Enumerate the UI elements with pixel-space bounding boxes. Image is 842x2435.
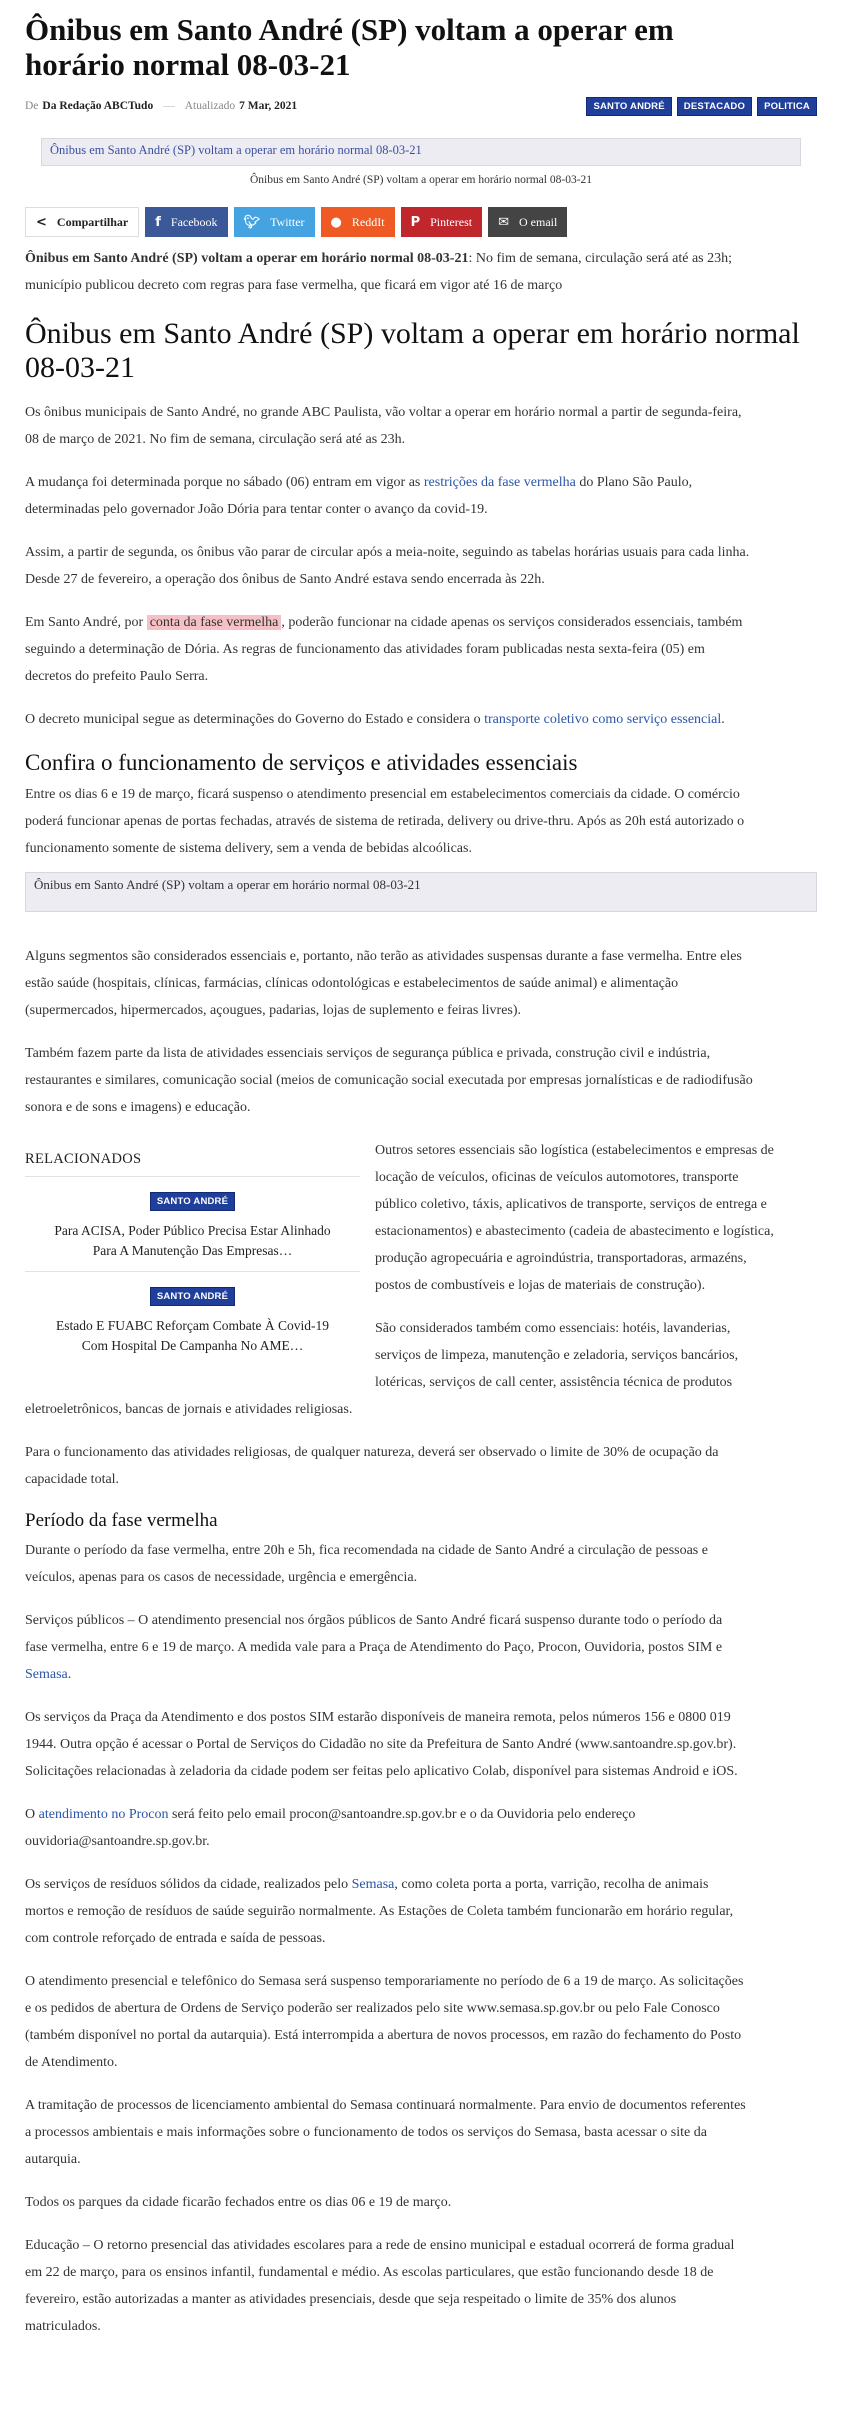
semasa-link[interactable]: Semasa bbox=[351, 1877, 395, 1892]
image-caption: Ônibus em Santo André (SP) voltam a operar em horário normal 08-03-21 bbox=[249, 174, 593, 186]
reddit-share-button[interactable] bbox=[321, 207, 395, 237]
author-link[interactable]: Da Redação ABCTudo bbox=[42, 100, 154, 112]
paragraph bbox=[25, 1537, 817, 1591]
updated-label: Atualizado bbox=[184, 100, 236, 112]
divider bbox=[25, 1271, 360, 1272]
paragraph bbox=[25, 1040, 817, 1121]
paragraph bbox=[25, 1439, 817, 1493]
procon-link[interactable]: atendimento no Procon bbox=[38, 1807, 169, 1822]
paragraph bbox=[25, 1968, 817, 2076]
highlighted-text: conta da fase vermelha bbox=[147, 615, 282, 630]
text-line: determinadas pelo governador João Dória para tentar conter o avanço da covid-19. bbox=[25, 502, 488, 517]
text-line: estacionamentos) e abastecimento (cadeia de abastecimento e logística, bbox=[375, 1224, 774, 1239]
text-line: Assim, a partir de segunda, os ônibus vão parar de circular após a meia-noite, seguindo as tabelas horárias usuais para cada linha. bbox=[25, 545, 750, 560]
text-line: capacidade total. bbox=[25, 1472, 120, 1487]
featured-image-placeholder bbox=[41, 138, 801, 166]
facebook-label: Facebook bbox=[170, 214, 218, 229]
publish-date: 7 Mar, 2021 bbox=[239, 100, 298, 112]
text-line: O bbox=[25, 1807, 39, 1822]
facebook-icon: f bbox=[155, 214, 161, 230]
text-line: , poderão funcionar na cidade apenas os serviços considerados essenciais, também bbox=[281, 615, 743, 630]
text-line: Os serviços de resíduos sólidos da cidade, realizados pelo bbox=[25, 1877, 352, 1892]
email-share-button[interactable] bbox=[488, 207, 567, 237]
paragraph bbox=[25, 943, 817, 1024]
paragraph bbox=[25, 399, 817, 453]
text-line: com controle reforçado de entrada e saída de pessoas. bbox=[25, 1931, 326, 1946]
heading-line: 08-03-21 bbox=[25, 351, 135, 384]
text-line: autarquia. bbox=[25, 2152, 81, 2167]
paragraph-continuation bbox=[25, 1396, 817, 1423]
twitter-share-button[interactable] bbox=[234, 207, 315, 237]
text-line: fevereiro, estão autorizadas a manter as atividades presenciais, desde que seja respeitado o limite de 35% dos alunos bbox=[25, 2292, 677, 2307]
text-line: 1944. Outra opção é acessar o Portal de Serviços do Cidadão no site da Prefeitura de Santo André (www.santoandre.sp.gov.br). bbox=[25, 1737, 737, 1752]
by-label: De bbox=[25, 100, 39, 112]
text-line: Serviços públicos – O atendimento presencial nos órgãos públicos de Santo André ficará suspenso durante todo o período da bbox=[25, 1613, 723, 1628]
share-bar bbox=[25, 207, 817, 237]
text-line: Educação – O retorno presencial das atividades escolares para a rede de ensino municipal e estadual ocorrerá de forma gradual bbox=[25, 2238, 735, 2253]
email-icon: ✉ bbox=[498, 214, 509, 230]
text-line: fase vermelha, entre 6 e 19 de março. A medida vale para a Praça de Atendimento do Paço, Procon, Ouvidoria, postos SIM e bbox=[25, 1640, 723, 1655]
text-line: Os serviços da Praça da Atendimento e dos postos SIM estarão disponíveis de maneira remota, pelos números 156 e 0800 019 bbox=[25, 1710, 731, 1725]
paragraph bbox=[25, 1607, 817, 1688]
reddit-label: ReddIt bbox=[351, 214, 385, 229]
title-line: Ônibus em Santo André (SP) voltam a operar em bbox=[25, 12, 674, 47]
inline-image-placeholder bbox=[25, 872, 817, 912]
text-line: postos de combustíveis e lojas de materiais de construção). bbox=[375, 1278, 706, 1293]
paragraph bbox=[25, 1704, 817, 1785]
related-title-line: Para A Manutenção Das Empresas… bbox=[92, 1243, 293, 1258]
paragraph bbox=[25, 609, 817, 690]
twitter-icon: 🐦︎ bbox=[243, 214, 261, 230]
category-tag[interactable]: SANTO ANDRÉ bbox=[586, 97, 671, 116]
text-line: A tramitação de processos de licenciamento ambiental do Semasa continuará normalmente. Para envio de documentos referentes bbox=[25, 2098, 746, 2113]
lead-bold: Ônibus em Santo André (SP) voltam a operar em horário normal 08-03-21 bbox=[25, 251, 469, 266]
share-icon: < bbox=[36, 214, 47, 230]
text-line: veículos, apenas para os casos de necessidade, urgência e emergência. bbox=[25, 1570, 418, 1585]
paragraph bbox=[25, 539, 817, 593]
text-line: público coletivo, táxis, aplicativos de transporte, serviços de entrega e bbox=[375, 1197, 767, 1212]
text-line: produção agropecuária e agroindústria, transportadoras, armazéns, bbox=[375, 1251, 747, 1266]
text-line: em 22 de março, para os ensinos infantil, fundamental e médio. As escolas particulares, que estão funcionando desde 18 de bbox=[25, 2265, 714, 2280]
text-line: restaurantes e similares, comunicação social (meios de comunicação social executada por empresas jornalísticas e de radiodifusão bbox=[25, 1073, 753, 1088]
paragraph bbox=[25, 469, 817, 523]
text-line: eletroeletrônicos, bancas de jornais e atividades religiosas. bbox=[25, 1402, 353, 1417]
text-line: . bbox=[721, 712, 725, 727]
related-section-wrap bbox=[25, 1137, 817, 1423]
text-line: Outros setores essenciais são logística (estabelecimentos e empresas de bbox=[375, 1143, 774, 1158]
text-line: Desde 27 de fevereiro, a operação dos ônibus de Santo André estava sendo encerrada às 22h. bbox=[25, 572, 545, 587]
related-item[interactable] bbox=[25, 1191, 360, 1272]
text-line: Durante o período da fase vermelha, entre 20h e 5h, fica recomendada na cidade de Santo André a circulação de pessoas e bbox=[25, 1543, 708, 1558]
text-line: será feito pelo email procon@santoandre.sp.gov.br e o da Ouvidoria pelo endereço bbox=[168, 1807, 636, 1822]
text-line: funcionamento somente de sistema delivery, sem a venda de bebidas alcoólicas. bbox=[25, 841, 472, 856]
text-line: a processos ambientais e mais informações sobre o funcionamento de todos os serviços do Semasa, basta acessar o site da bbox=[25, 2125, 707, 2140]
category-tag[interactable]: POLITICA bbox=[757, 97, 817, 116]
text-line: Alguns segmentos são considerados essenciais e, portanto, não terão as atividades suspensas durante a fase vermelha. Entre eles bbox=[25, 949, 742, 964]
text-line: sonora e de sons e imagens) e educação. bbox=[25, 1100, 251, 1115]
text-line: O atendimento presencial e telefônico do Semasa será suspenso temporariamente no período de 6 a 19 de março. As solicitações bbox=[25, 1974, 744, 1989]
paragraph bbox=[375, 1137, 817, 1299]
text-line: . bbox=[67, 1667, 72, 1682]
text-line: locação de veículos, oficinas de veículos automotores, transporte bbox=[375, 1170, 739, 1185]
title-line: horário normal 08-03-21 bbox=[25, 47, 351, 82]
pinterest-share-button[interactable] bbox=[401, 207, 483, 237]
category-tag[interactable]: SANTO ANDRÉ bbox=[150, 1287, 235, 1306]
text-line: lotéricas, serviços de call center, assistência técnica de produtos bbox=[375, 1375, 733, 1390]
heading-line: Ônibus em Santo André (SP) voltam a operar em horário normal bbox=[25, 317, 800, 350]
category-tags bbox=[586, 97, 817, 116]
facebook-share-button[interactable] bbox=[145, 207, 227, 237]
category-tag[interactable]: SANTO ANDRÉ bbox=[150, 1192, 235, 1211]
related-title[interactable] bbox=[25, 1316, 360, 1356]
text-line: Solicitações relacionadas à zeladoria da cidade podem ser feitas pelo aplicativo Colab, disponível para sistemas Android e iOS. bbox=[25, 1764, 738, 1779]
section-heading: Período da fase vermelha bbox=[25, 1510, 218, 1531]
paragraph bbox=[25, 1801, 817, 1855]
text-line: , como coleta porta a porta, varrição, recolha de animais bbox=[394, 1877, 709, 1892]
paragraph bbox=[375, 1315, 817, 1396]
paragraph bbox=[25, 781, 817, 862]
page-title bbox=[25, 0, 817, 82]
article-heading bbox=[25, 317, 817, 385]
text-line: estão saúde (hospitais, clínicas, farmácias, clínicas odontológicas e estabelecimentos de saúde animal) e alimentação bbox=[25, 976, 679, 991]
paragraph bbox=[25, 2092, 817, 2173]
text-line: serviços de limpeza, manutenção e zeladoria, serviços bancários, bbox=[375, 1348, 739, 1363]
meta-divider: — bbox=[163, 100, 175, 112]
text-line: O decreto municipal segue as determinações do Governo do Estado e considera o bbox=[25, 712, 485, 727]
share-button[interactable] bbox=[25, 207, 139, 237]
twitter-label: Twitter bbox=[270, 214, 305, 229]
share-label: Compartilhar bbox=[56, 214, 129, 229]
email-label: O email bbox=[519, 214, 558, 229]
image-alt-text: Ônibus em Santo André (SP) voltam a operar em horário normal 08-03-21 bbox=[50, 143, 422, 157]
transporte-essencial-link[interactable]: transporte coletivo como serviço essencial bbox=[484, 712, 722, 727]
text-line: 08 de março de 2021. No fim de semana, circulação será até as 23h. bbox=[25, 432, 406, 447]
text-line: do Plano São Paulo, bbox=[575, 475, 693, 490]
lead-text: município publicou decreto com regras para fase vermelha, que ficará em vigor até 16 de março bbox=[25, 278, 563, 293]
related-heading: RELACIONADOS bbox=[25, 1151, 360, 1177]
image-alt-text: Ônibus em Santo André (SP) voltam a operar em horário normal 08-03-21 bbox=[34, 877, 421, 892]
paragraph bbox=[25, 1871, 817, 1952]
float-text-column bbox=[375, 1137, 817, 1396]
text-line: seguindo a determinação de Dória. As regras de funcionamento das atividades foram publicadas nesta sexta-feira (05) em bbox=[25, 642, 705, 657]
paragraph bbox=[25, 706, 817, 733]
lead-paragraph bbox=[25, 245, 817, 299]
text-line: São considerados também como essenciais: hotéis, lavanderias, bbox=[375, 1321, 731, 1336]
text-line: Para o funcionamento das atividades religiosas, de qualquer natureza, deverá ser observado o limite de 30% de ocupação da bbox=[25, 1445, 719, 1460]
article-meta bbox=[25, 96, 817, 116]
category-tag[interactable]: DESTACADO bbox=[677, 97, 752, 116]
pinterest-icon: P bbox=[410, 214, 421, 230]
text-line: (supermercados, hipermercados, açougues, padarias, lojas de suplemento e feiras livres). bbox=[25, 1003, 522, 1018]
text-line: Os ônibus municipais de Santo André, no grande ABC Paulista, vão voltar a operar em horário normal a partir de segunda-feira, bbox=[25, 405, 742, 420]
related-item[interactable] bbox=[25, 1286, 360, 1356]
paragraph bbox=[25, 2232, 817, 2340]
text-line: decretos do prefeito Paulo Serra. bbox=[25, 669, 209, 684]
related-title-line: Para ACISA, Poder Público Precisa Estar Alinhado bbox=[54, 1223, 331, 1238]
related-title-line: Com Hospital De Campanha No AME… bbox=[81, 1338, 304, 1353]
text-line: de Atendimento. bbox=[25, 2055, 118, 2070]
text-line: poderá funcionar apenas de portas fechadas, através de sistema de retirada, delivery ou drive-thru. Após as 20h está autorizado o bbox=[25, 814, 745, 829]
related-title-line: Estado E FUABC Reforçam Combate À Covid-19 bbox=[56, 1318, 329, 1333]
text-line: Entre os dias 6 e 19 de março, ficará suspenso o atendimento presencial em estabelecimentos comerciais da cidade. O comércio bbox=[25, 787, 740, 802]
text-line: e os pedidos de abertura de Ordens de Serviço poderão ser realizados pelo site www.semasa.sp.gov.br ou pelo Fale Conosco bbox=[25, 2001, 720, 2016]
section-heading: Confira o funcionamento de serviços e atividades essenciais bbox=[25, 750, 578, 775]
fase-vermelha-link[interactable]: restrições da fase vermelha bbox=[423, 475, 576, 490]
semasa-link[interactable]: Semasa bbox=[25, 1667, 68, 1682]
text-line: ouvidoria@santoandre.sp.gov.br. bbox=[25, 1834, 210, 1849]
related-title[interactable] bbox=[25, 1221, 360, 1261]
text-line: Também fazem parte da lista de atividades essenciais serviços de segurança pública e privada, construção civil e indústria, bbox=[25, 1046, 711, 1061]
pinterest-label: Pinterest bbox=[430, 214, 473, 229]
text-line: matriculados. bbox=[25, 2319, 101, 2334]
text-line: mortos e remoção de resíduos de saúde seguirão normalmente. As Estações de Coleta também funcionarão em horário regular, bbox=[25, 1904, 734, 1919]
lead-text: : No fim de semana, circulação será até as 23h; bbox=[468, 251, 733, 266]
paragraph: Todos os parques da cidade ficarão fechados entre os dias 06 e 19 de março. bbox=[25, 2195, 452, 2210]
text-line: A mudança foi determinada porque no sábado (06) entram em vigor as bbox=[25, 475, 424, 490]
text-line: (também disponível no portal da autarquia). Está interrompida a abertura de novos processos, em razão do fechamento do Posto bbox=[25, 2028, 742, 2043]
related-posts bbox=[25, 1151, 360, 1356]
reddit-icon: ● bbox=[330, 214, 342, 230]
text-line: Em Santo André, por bbox=[25, 615, 147, 630]
